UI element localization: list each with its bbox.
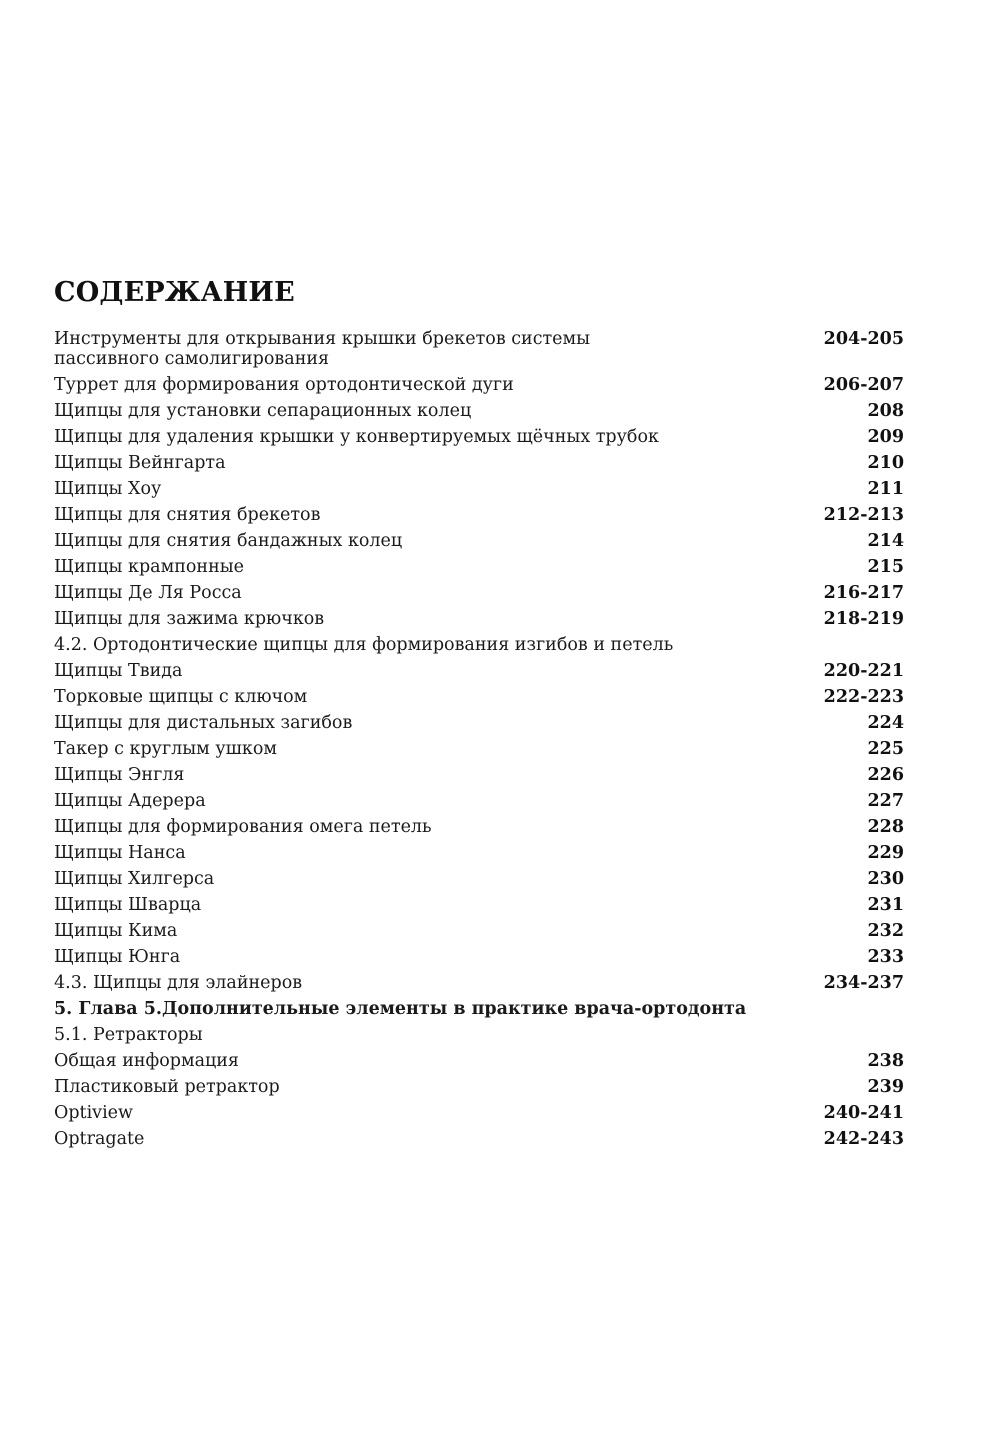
toc-entry-page: 232 — [867, 921, 904, 941]
toc-entry-label: Щипцы Де Ля Росса — [54, 583, 242, 603]
toc-entry — [54, 866, 904, 892]
toc-title: СОДЕРЖАНИЕ — [54, 277, 295, 308]
toc-entry-label: Щипцы для снятия брекетов — [54, 505, 321, 525]
toc-entry-label: Туррет для формирования ортодонтической дуги — [54, 375, 514, 395]
toc-entry-page: 216-217 — [823, 583, 904, 603]
toc-entry-label: Щипцы Хоу — [54, 479, 162, 499]
toc-section-heading — [54, 1022, 904, 1048]
toc-entry-label: Общая информация — [54, 1051, 239, 1071]
toc-entry-label: Щипцы Адерера — [54, 791, 206, 811]
toc-entry — [54, 918, 904, 944]
toc-entry — [54, 424, 904, 450]
toc-entry — [54, 684, 904, 710]
toc-entry — [54, 658, 904, 684]
toc-entry — [54, 1100, 904, 1126]
toc-entry-page: 240-241 — [823, 1103, 904, 1123]
toc-entry-page: 212-213 — [823, 505, 904, 525]
toc-entry — [54, 372, 904, 398]
toc-entry-page: 220-221 — [823, 661, 904, 681]
toc-entry-label: Щипцы для дистальных загибов — [54, 713, 353, 733]
toc-entry-label: Инструменты для открывания крышки брекетов системы пассивного самолигирования — [54, 329, 591, 369]
toc-entry — [54, 326, 904, 372]
toc-entry — [54, 1074, 904, 1100]
toc-entry-label: 5. Глава 5.Дополнительные элементы в практике врача-ортодонта — [54, 999, 747, 1019]
toc-entry — [54, 814, 904, 840]
toc-page — [54, 278, 904, 1152]
toc-section-heading — [54, 970, 904, 996]
toc-list — [54, 326, 904, 1152]
toc-entry-page: 224 — [867, 713, 904, 733]
toc-entry-label: Такер с круглым ушком — [54, 739, 278, 759]
toc-entry — [54, 710, 904, 736]
toc-entry-label: 4.3. Щипцы для элайнеров — [54, 973, 303, 993]
toc-entry-page: 218-219 — [823, 609, 904, 629]
toc-entry-page: 227 — [867, 791, 904, 811]
toc-entry-page: 234-237 — [823, 973, 904, 993]
toc-entry-label: Щипцы Энгля — [54, 765, 185, 785]
toc-entry — [54, 398, 904, 424]
toc-entry-label: Щипцы для снятия бандажных колец — [54, 531, 403, 551]
toc-entry-page: 209 — [867, 427, 904, 447]
toc-entry-label: Щипцы Твида — [54, 661, 183, 681]
toc-entry-label: Щипцы Кима — [54, 921, 178, 941]
toc-entry-label: Щипцы Шварца — [54, 895, 202, 915]
toc-entry-label: Щипцы для удаления крышки у конвертируемых щёчных трубок — [54, 427, 659, 447]
toc-entry-page: 230 — [867, 869, 904, 889]
toc-entry-page: 214 — [867, 531, 904, 551]
toc-entry — [54, 450, 904, 476]
toc-entry-page: 228 — [867, 817, 904, 837]
toc-entry-page: 233 — [867, 947, 904, 967]
toc-entry-page: 210 — [867, 453, 904, 473]
toc-entry-page: 211 — [867, 479, 904, 499]
toc-entry-page: 208 — [867, 401, 904, 421]
toc-entry-page: 229 — [867, 843, 904, 863]
toc-entry — [54, 528, 904, 554]
toc-entry — [54, 892, 904, 918]
toc-entry — [54, 944, 904, 970]
toc-entry-page: 239 — [867, 1077, 904, 1097]
toc-entry — [54, 554, 904, 580]
toc-entry-label: Щипцы для формирования омега петель — [54, 817, 432, 837]
toc-entry-label: Щипцы Хилгерса — [54, 869, 215, 889]
toc-entry-label: 4.2. Ортодонтические щипцы для формирования изгибов и петель — [54, 635, 674, 655]
toc-entry-label: Щипцы для зажима крючков — [54, 609, 325, 629]
toc-entry-label: Щипцы Вейнгарта — [54, 453, 226, 473]
toc-entry-label: Optiview — [54, 1103, 133, 1123]
toc-chapter-heading — [54, 996, 904, 1022]
toc-entry-page: 238 — [867, 1051, 904, 1071]
toc-entry-label: Щипцы крампонные — [54, 557, 245, 577]
toc-entry-label: Щипцы для установки сепарационных колец — [54, 401, 472, 421]
toc-entry-page: 215 — [867, 557, 904, 577]
toc-entry — [54, 840, 904, 866]
toc-entry — [54, 788, 904, 814]
toc-entry-page: 222-223 — [823, 687, 904, 707]
toc-entry-label: Optragate — [54, 1129, 145, 1149]
toc-section-heading — [54, 632, 904, 658]
toc-entry-label: Пластиковый ретрактор — [54, 1077, 280, 1097]
toc-entry — [54, 476, 904, 502]
toc-entry-label: Щипцы Нанса — [54, 843, 186, 863]
toc-entry-page: 242-243 — [823, 1129, 904, 1149]
toc-entry — [54, 1048, 904, 1074]
toc-entry — [54, 502, 904, 528]
toc-entry — [54, 762, 904, 788]
toc-entry-label: Торковые щипцы с ключом — [54, 687, 308, 707]
toc-entry — [54, 606, 904, 632]
toc-entry — [54, 1126, 904, 1152]
toc-entry-label: 5.1. Ретракторы — [54, 1025, 203, 1045]
toc-entry — [54, 736, 904, 762]
toc-entry-page: 231 — [867, 895, 904, 915]
toc-entry-page: 225 — [867, 739, 904, 759]
toc-entry-page: 204-205 — [823, 329, 904, 349]
toc-entry — [54, 580, 904, 606]
toc-entry-label: Щипцы Юнга — [54, 947, 181, 967]
toc-entry-page: 206-207 — [823, 375, 904, 395]
toc-entry-page: 226 — [867, 765, 904, 785]
